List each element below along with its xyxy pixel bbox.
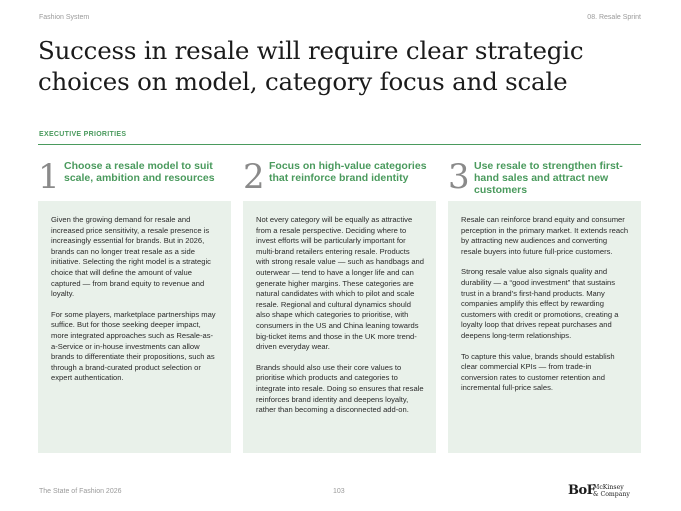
mckinsey-logo-line1: McKinsey [593, 484, 624, 491]
priority-paragraph: Given the growing demand for resale and increased price sensitivity, a resale presence is increasingly essential for brands. But in 2026, brands can no longer treat resale as a side initiative. Selecting the right model is a strategic choice that will define the amount of value captured — from brand equity to revenue and loyalty. [51, 215, 211, 299]
priority-number: 2 [243, 157, 265, 197]
footer-publication: The State of Fashion 2026 [39, 488, 122, 495]
priority-text-box [243, 201, 436, 453]
priority-paragraph: Brands should also use their core values to prioritise which products and categories to integrate into resale. Doing so ensures that resale reinforces brand identity and deepens loyalty, rather than becoming a disconnected add-on. [256, 362, 424, 415]
running-header-right: 08. Resale Sprint [587, 14, 641, 21]
priority-paragraph: Strong resale value also signals quality and durability — a “good investment” that sustains trust in a brand’s first-hand products. Many companies amplify this effect by rewarding customers with credit or promotions, creating a loyalty loop that drives repeat purchases and deepens long-term relationships. [461, 267, 619, 340]
section-divider [38, 144, 641, 145]
priority-text-box [38, 201, 231, 453]
running-header-left: Fashion System [39, 14, 90, 21]
priority-number: 1 [38, 157, 60, 197]
bof-logo: BoF [568, 483, 596, 498]
priority-paragraph: For some players, marketplace partnerships may suffice. But for those seeking deeper impact, more integrated approaches such as Resale-as-a-Service or in-house investments can allow brands to differentiate their propositions, such as through a brand-curated product selection or expert authentication. [51, 309, 216, 383]
priority-number: 3 [448, 157, 470, 197]
mckinsey-logo-line2: & Company [593, 491, 630, 498]
page-title: Success in resale will require clear strategic choices on model, category focus and scale [38, 36, 584, 96]
priority-paragraph: To capture this value, brands should establish clear commercial KPIs — from trade-in conversion rates to customer retention and incremental full-price sales. [461, 351, 615, 393]
page-number: 103 [333, 488, 345, 495]
section-label: EXECUTIVE PRIORITIES [39, 131, 127, 138]
priority-heading: Use resale to strengthen first-hand sales and attract new customers [474, 160, 623, 196]
priority-heading: Choose a resale model to suit scale, ambition and resources [64, 160, 215, 184]
priority-heading: Focus on high-value categories that reinforce brand identity [269, 160, 427, 184]
priority-paragraph: Resale can reinforce brand equity and consumer perception in the primary market. It extends reach by attracting new audiences and converting resale buyers into future full-price customers. [461, 215, 629, 256]
priority-paragraph: Not every category will be equally as attractive from a resale perspective. Deciding where to invest efforts will be particularly important for multi-brand retailers entering resale. Products with strong resale value — such as handbags and outerwear — tend to have a longer life and can generate higher margins. These categories are natural candidates with which to pilot and scale resale. Regional and cultural dynamics should also shape which categories to prioritise, with consumers in the US and China leaning towards big-ticket items and those in the UK more trend-driven everyday wear. [256, 215, 425, 352]
mckinsey-logo [593, 484, 630, 498]
priority-text-box [448, 201, 641, 453]
